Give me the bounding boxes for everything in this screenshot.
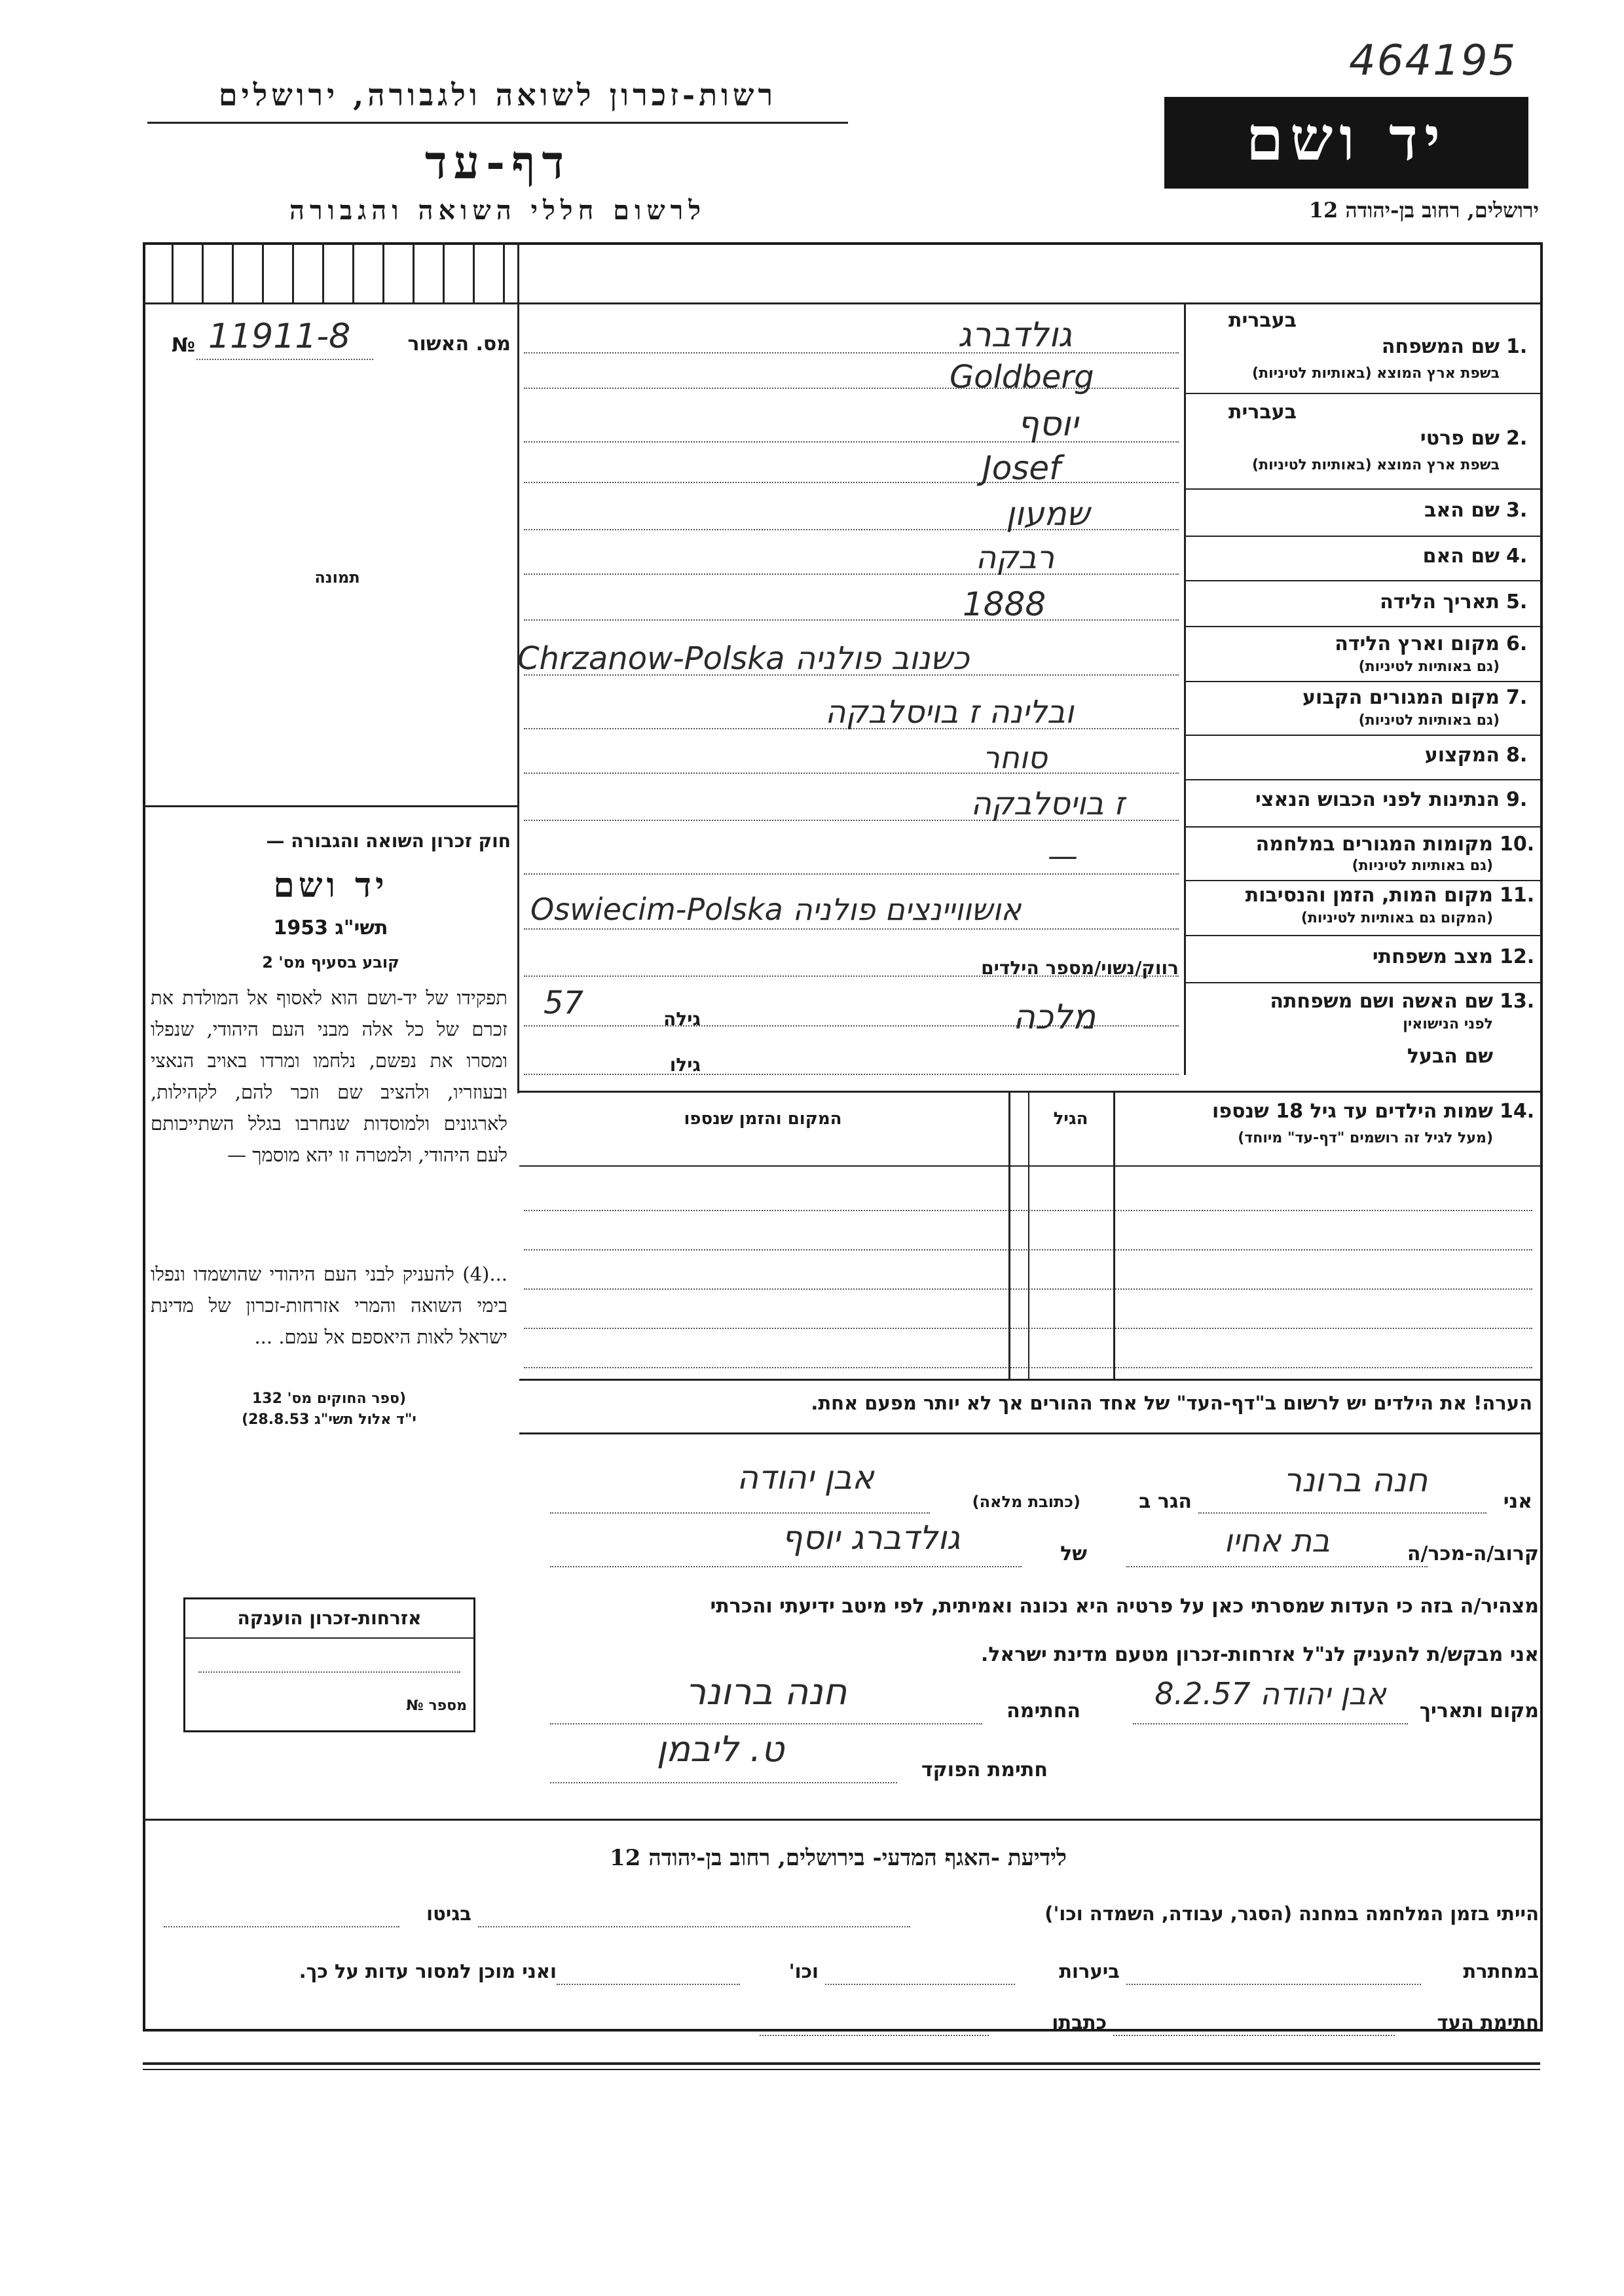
field-12-num: 12.	[1500, 945, 1535, 968]
field-10-label: מקומות המגורים במלחמה	[1255, 833, 1493, 856]
husband-age-label: גילו	[669, 1054, 701, 1076]
law-body: תפקידו של יד-ושם הוא לאסוף אל המולדת את זכרם של כל אלה מבני העם היהודי, שנפלו ומסרו את נפשם, נלחמו ומרדו באויב הנאצי ובעוזריו, ולהציב שם וזכר להם, לקהילות, לארגונים ולמוסדות שנחרבו בגלל השתייכותם לעם היהודי, ולמטרה זו יהא מוסמך —	[151, 987, 507, 1166]
field-10-num: 10.	[1500, 833, 1535, 856]
field-11-sub: (המקום גם באותיות לטיניות)	[1301, 910, 1493, 926]
handwritten-archive-number: 464195	[1349, 37, 1517, 85]
registration-label: מס. האשור	[407, 333, 511, 355]
field-4-label: שם האם	[1422, 545, 1500, 568]
children-col-age: הגיל	[1053, 1109, 1088, 1129]
age-label: גילה	[663, 1008, 701, 1030]
law-name: יד ושם	[273, 866, 388, 905]
declarant-relation: בת אחיו	[1224, 1523, 1330, 1559]
declarant-of: של	[1060, 1542, 1087, 1565]
value-surname-hebrew: גולדברג	[957, 316, 1073, 355]
field-7-label: מקום המגורים הקבוע	[1302, 686, 1500, 709]
field-2-num: 2.	[1506, 427, 1528, 450]
officer-signature: ט. ליבמן	[656, 1728, 784, 1770]
husband-label: שם הבעל	[1407, 1045, 1493, 1068]
science-line-2-d: ואני מוכן למסור עדות על כך.	[299, 1960, 557, 1982]
field-1-label: שם המשפחה	[1381, 335, 1500, 358]
value-surname-latin: Goldberg	[950, 359, 1094, 395]
field-7-num: 7.	[1506, 686, 1528, 709]
value-mother: רבקה	[975, 539, 1055, 576]
law-section: קובע בסעיף מס' 2	[262, 953, 399, 972]
children-num: 14.	[1500, 1100, 1535, 1123]
law-body-2: ...(4) להעניק לבני העם היהודי שהושמדו ונפלו בימי השואה והמרי אזרחות-זכרון של מדינת ישראל לאות היאספם אל עמם. ...	[151, 1263, 507, 1348]
field-2-lang-hebrew: בעברית	[1228, 401, 1297, 424]
citizenship-box-number-label: מספר №	[406, 1698, 467, 1714]
field-6-num: 6.	[1506, 632, 1528, 655]
field-7-sub: (גם באותיות לטיניות)	[1358, 712, 1500, 729]
field-11-label: מקום המות, הזמן והנסיבות	[1245, 884, 1493, 907]
science-line-2-b: ביערות	[1059, 1960, 1120, 1982]
science-line-1-a: הייתי בזמן המלחמה במחנה (הסגר, עבודה, השמדה וכו')	[1044, 1903, 1539, 1925]
field-6-sub: (גם באותיות לטיניות)	[1358, 659, 1500, 675]
field-3-num: 3.	[1506, 499, 1528, 522]
photo-label: תמונה	[314, 568, 360, 587]
field-8-num: 8.	[1506, 744, 1528, 767]
logo-text: יד ושם	[1246, 103, 1447, 174]
registration-number: 11911-8	[208, 317, 351, 356]
law-year-heb: תשי"ג	[335, 917, 388, 939]
science-line-2-c: וכו'	[788, 1960, 819, 1982]
field-13-sub: לפני הנישואין	[1403, 1016, 1493, 1032]
field-9-num: 9.	[1506, 788, 1528, 811]
field-1-lang-hebrew: בעברית	[1228, 309, 1297, 332]
wife-name-value: מלכה	[1012, 998, 1096, 1037]
yad-vashem-logo	[1164, 97, 1528, 189]
law-year	[151, 917, 511, 939]
declarant-ani: אני	[1503, 1490, 1532, 1513]
field-2-sub: בשפת ארץ המוצא (באותיות לטיניות)	[1252, 457, 1500, 473]
age-value: 57	[544, 985, 584, 1021]
value-residence: ובלינה ז בויסלבקה	[825, 694, 1074, 731]
registration-no-symbol: №	[172, 334, 196, 357]
marital-status-inline-label: רווק/נשוי/מספר הילדים	[981, 957, 1179, 979]
science-title: לידיעת -האגף המדעי- בירושלים, רחוב בן-יהודה 12	[610, 1845, 1067, 1871]
value-citizenship: ז בויסלבקה	[970, 786, 1125, 822]
declarant-of-name: גולדברג יוסף	[781, 1519, 961, 1557]
signature-label: החתימה	[1006, 1700, 1080, 1722]
children-title-sub: (מעל לגיל זה רושמים "דף-עד" מיוחד)	[1238, 1130, 1493, 1146]
field-6-label: מקום וארץ הלידה	[1335, 632, 1500, 655]
place-date-label: מקום ותאריך	[1419, 1700, 1539, 1722]
children-col-place: המקום והזמן שנספו	[684, 1109, 842, 1129]
field-11-num: 11.	[1500, 884, 1535, 907]
field-13-num: 13.	[1500, 990, 1535, 1013]
field-9-label: הנתינות לפני הכבוש הנאצי	[1255, 788, 1500, 811]
field-3-label: שם האב	[1424, 499, 1500, 522]
field-8-label: המקצוע	[1424, 744, 1500, 767]
value-birthplace: Chrzanow-Polska כשנוב פולניה	[517, 640, 970, 677]
value-birthdate: 1888	[963, 585, 1046, 623]
declarant-declares: מצהיר/ה בזה כי העדות שמסרתי כאן על פרטיה היא נכונה ואמיתית, לפי מיטב ידיעתי והכרתי	[710, 1595, 1539, 1618]
children-note: הערה! את הילדים יש לרשום ב"דף-העד" של אחד ההורים אך לא יותר מפעם אחת.	[811, 1392, 1532, 1414]
value-firstname-latin: Josef	[982, 449, 1061, 487]
value-father: שמעון	[1006, 495, 1090, 533]
value-firstname-hebrew: יוסף	[1017, 405, 1079, 444]
value-wartime-residence: —	[1048, 838, 1078, 873]
law-ref-2: י"ד אלול תשי"ג 28.8.53)	[242, 1412, 416, 1428]
science-line-3-a: חתימת העד	[1437, 2011, 1539, 2033]
field-2-label: שם פרטי	[1420, 427, 1500, 450]
field-4-num: 4.	[1506, 545, 1528, 568]
declarant-name: חנה ברונר	[1283, 1461, 1428, 1499]
declarant-resides: הגר ב	[1139, 1490, 1192, 1513]
field-1-sub: בשפת ארץ המוצא (באותיות לטיניות)	[1252, 365, 1500, 382]
citizenship-box	[183, 1597, 475, 1732]
form-subtitle: לרשום חללי השואה והגבורה	[289, 195, 707, 226]
authority-name: רשות-זכרון לשואה ולגבורה, ירושלים	[218, 77, 777, 113]
citizenship-box-title: אזרחות-זכרון הוענקה	[237, 1607, 422, 1629]
field-10-sub: (גם באותיות לטיניות)	[1352, 858, 1493, 874]
field-12-label: מצב משפחתי	[1372, 945, 1493, 968]
field-5-label: תאריך הלידה	[1380, 591, 1500, 613]
form-title: דף-עד	[424, 135, 571, 189]
signature-value: חנה ברונר	[685, 1671, 847, 1713]
law-year-num: 1953	[273, 917, 328, 939]
field-1-num: 1.	[1506, 335, 1528, 358]
science-line-2-a: במחתרת	[1463, 1960, 1539, 1982]
address: ירושלים, רחוב בן-יהודה 12	[1308, 198, 1539, 223]
children-title: שמות הילדים עד גיל 18 שנספו	[1212, 1100, 1493, 1123]
field-13-label: שם האשה ושם משפחתה	[1270, 990, 1493, 1013]
science-line-1-b: בגיטו	[426, 1903, 471, 1925]
declarant-address: אבן יהודה	[737, 1459, 874, 1497]
field-5-num: 5.	[1506, 591, 1528, 613]
officer-signature-label: חתימת הפוקד	[921, 1758, 1048, 1781]
value-death-place: Oswiecim-Polska אושוויינצים פולניה	[530, 892, 1022, 927]
value-profession: סוחר	[982, 740, 1048, 775]
declarant-address-hint: (כתובת מלאה)	[972, 1493, 1080, 1511]
law-ref: (ספר החוקים מס' 132	[251, 1391, 407, 1407]
declarant-requests: אני מבקש/ת להעניק לנ"ל אזרחות-זכרון מטעם מדינת ישראל.	[980, 1643, 1539, 1666]
declarant-relative-label: קרוב/ה-מכר/ה	[1407, 1542, 1539, 1565]
law-title: חוק זכרון השואה והגבורה —	[266, 830, 511, 852]
science-line-3-b: כתבתו	[1052, 2011, 1107, 2033]
place-date-value: אבן יהודה 8.2.57	[1154, 1676, 1386, 1711]
